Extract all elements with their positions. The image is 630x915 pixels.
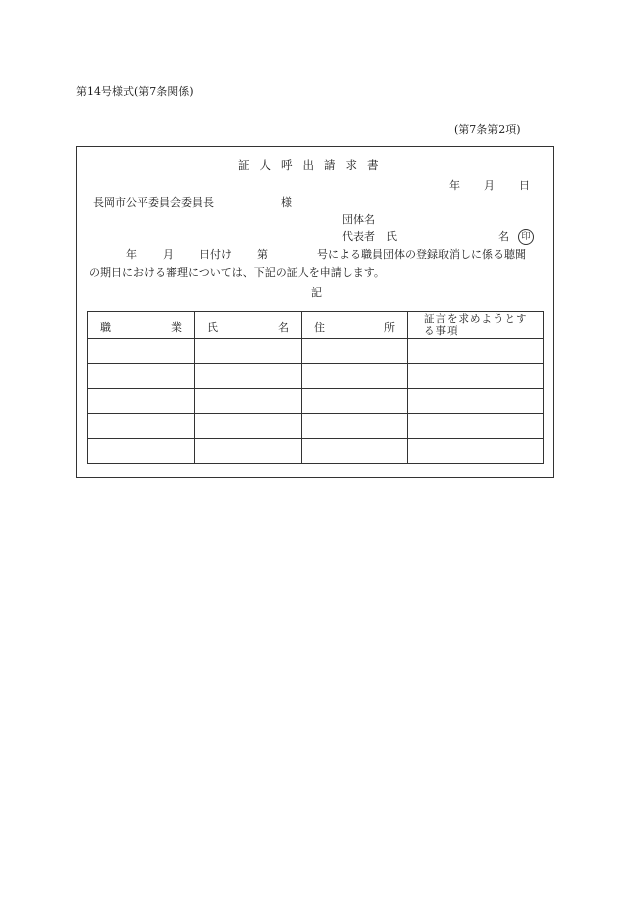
table-cell[interactable] bbox=[302, 414, 408, 439]
witness-table bbox=[87, 311, 544, 464]
table-cell[interactable] bbox=[408, 339, 544, 364]
header-occupation: 職 業 bbox=[88, 312, 195, 339]
clause-reference: (第7条第2項) bbox=[454, 123, 521, 136]
form-number: 第14号様式(第7条関係) bbox=[76, 85, 194, 98]
representative-label: 代表者 氏 bbox=[342, 230, 397, 243]
date-day-label: 日 bbox=[519, 179, 530, 192]
date-month-label: 月 bbox=[484, 179, 495, 192]
table-cell[interactable] bbox=[408, 389, 544, 414]
table-cell[interactable] bbox=[88, 389, 195, 414]
table-cell[interactable] bbox=[302, 439, 408, 464]
table-row bbox=[88, 364, 544, 389]
table-cell[interactable] bbox=[302, 364, 408, 389]
table-row bbox=[88, 389, 544, 414]
form-title: 証人呼出請求書 bbox=[238, 158, 389, 172]
addressee-name: 長岡市公平委員会委員長 bbox=[93, 196, 214, 209]
table-row bbox=[88, 414, 544, 439]
seal-mark: 印 bbox=[518, 229, 534, 245]
table-cell[interactable] bbox=[88, 339, 195, 364]
table-row bbox=[88, 339, 544, 364]
table-cell[interactable] bbox=[88, 364, 195, 389]
body-day-of: 日付け bbox=[199, 248, 232, 261]
body-line2: の期日における審理については、下記の証人を申請します。 bbox=[89, 266, 385, 279]
table-cell[interactable] bbox=[302, 339, 408, 364]
table-cell[interactable] bbox=[408, 364, 544, 389]
representative-name-suffix: 名 bbox=[498, 230, 509, 243]
table-cell[interactable] bbox=[195, 414, 302, 439]
table-cell[interactable] bbox=[195, 389, 302, 414]
ki-label: 記 bbox=[311, 286, 322, 299]
table-header-row bbox=[88, 312, 544, 339]
table-cell[interactable] bbox=[408, 414, 544, 439]
header-address: 住 所 bbox=[302, 312, 408, 339]
header-testimony-matter: 証言を求めようとする事項 bbox=[408, 312, 544, 339]
table-row bbox=[88, 439, 544, 464]
table-cell[interactable] bbox=[88, 439, 195, 464]
addressee-honorific: 様 bbox=[281, 196, 292, 209]
body-dai: 第 bbox=[257, 248, 268, 261]
table-cell[interactable] bbox=[195, 364, 302, 389]
header-name: 氏 名 bbox=[195, 312, 302, 339]
table-cell[interactable] bbox=[195, 339, 302, 364]
date-year-label: 年 bbox=[449, 179, 460, 192]
body-year: 年 bbox=[126, 248, 137, 261]
group-name-label: 団体名 bbox=[342, 213, 375, 226]
body-line1-rest: 号による職員団体の登録取消しに係る聴聞 bbox=[317, 248, 526, 261]
table-cell[interactable] bbox=[88, 414, 195, 439]
table-cell[interactable] bbox=[195, 439, 302, 464]
table-cell[interactable] bbox=[408, 439, 544, 464]
table-cell[interactable] bbox=[302, 389, 408, 414]
body-month: 月 bbox=[163, 248, 174, 261]
